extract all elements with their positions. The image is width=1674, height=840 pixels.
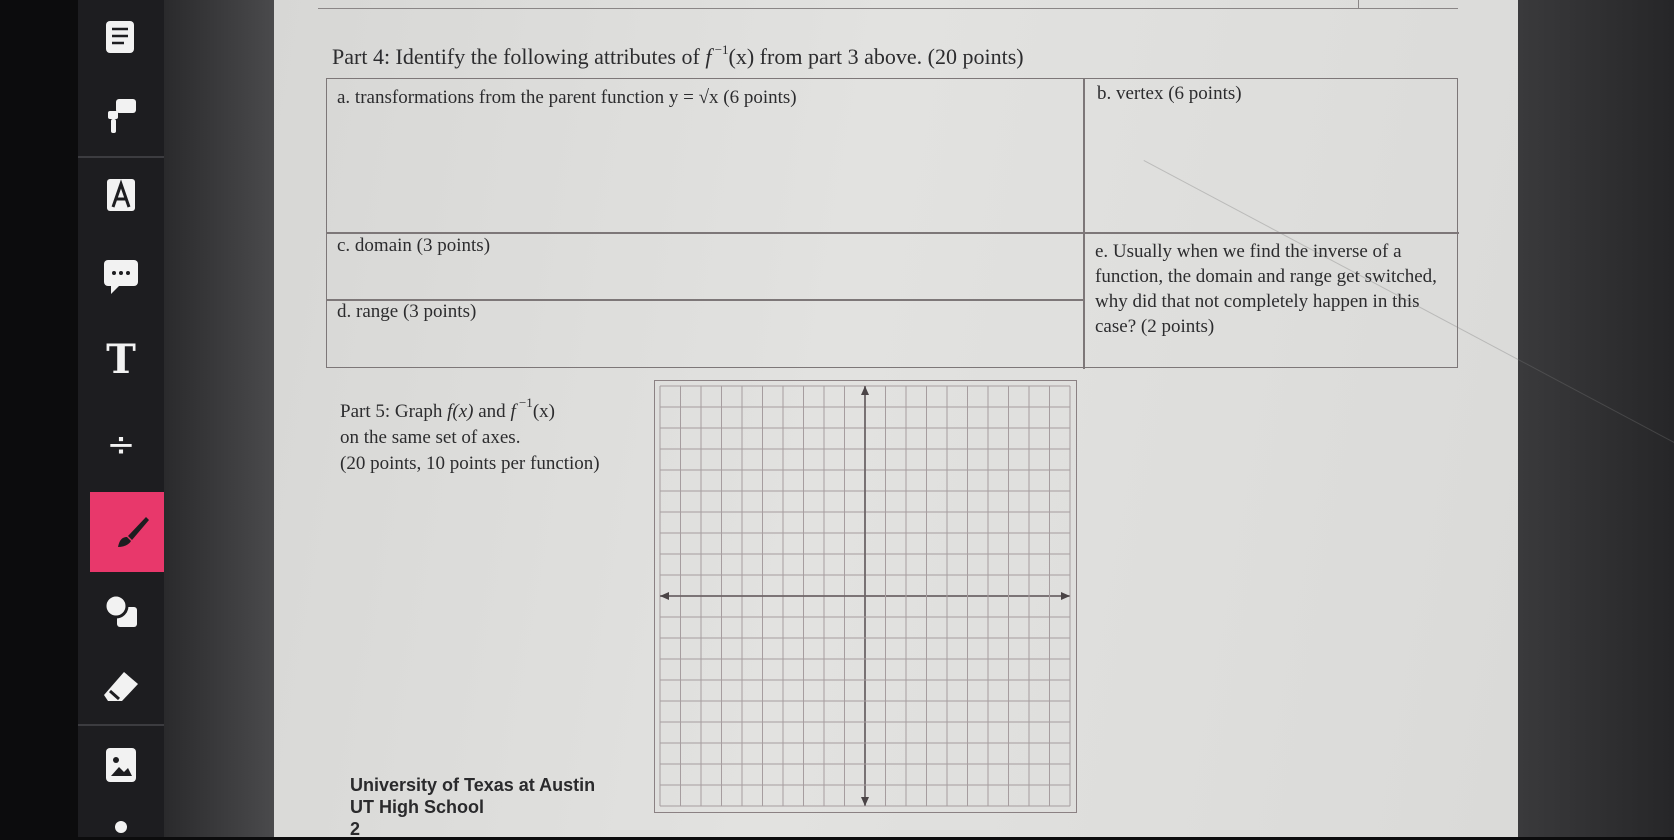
text-tool-icon: T <box>106 335 136 383</box>
part5-line3: (20 points, 10 points per function) <box>340 453 600 474</box>
page-footer <box>350 774 595 840</box>
annotation-toolbar <box>78 0 164 837</box>
eraser-icon <box>100 667 142 707</box>
footer-university: University of Texas at Austin <box>350 775 596 795</box>
image-tool[interactable] <box>78 730 164 800</box>
image-icon <box>102 744 140 786</box>
part4-title: Part 4: Identify the following attributes of f $^{-1}$(x) from part 3 above. (20 points) <box>332 42 1024 69</box>
worksheet-page <box>274 0 1518 837</box>
brush-icon <box>112 512 152 552</box>
part5-line2: on the same set of axes. <box>340 427 521 448</box>
y-axis-arrow-up <box>861 386 869 395</box>
x-axis-arrow-left <box>660 592 669 600</box>
attributes-table <box>326 78 1458 368</box>
right-gutter <box>1518 0 1674 837</box>
part5-line1: Part 5: Graph f(x) and f $^{-1}$(x) <box>340 395 555 422</box>
part5-instructions <box>340 390 600 477</box>
pointer-tool[interactable] <box>78 80 164 150</box>
comment-icon <box>101 256 141 298</box>
cell-domain[interactable]: c. domain (3 points) <box>337 235 491 256</box>
shapes-icon <box>101 591 141 631</box>
math-tool[interactable] <box>78 410 164 480</box>
coordinate-grid[interactable] <box>654 380 1077 813</box>
comment-tool[interactable] <box>78 242 164 312</box>
eraser-tool[interactable] <box>78 652 164 722</box>
top-table-border <box>318 8 1458 9</box>
footer-school: UT High School <box>350 797 484 817</box>
cell-vertex[interactable]: b. vertex (6 points) <box>1097 83 1242 104</box>
text-box-tool[interactable] <box>78 160 164 230</box>
x-axis-arrow-right <box>1061 592 1070 600</box>
cell-explanation[interactable]: e. Usually when we find the inverse of a function, the domain and range get switched, why did that not completely happen in this case? (2 points) <box>1095 241 1437 337</box>
footer-page-number: 2 <box>350 819 361 839</box>
shapes-tool[interactable] <box>78 576 164 646</box>
divide-icon: ÷ <box>106 425 136 465</box>
draw-tool[interactable] <box>90 492 174 572</box>
text-tool[interactable] <box>78 324 164 394</box>
notebook-icon <box>102 17 140 57</box>
more-icon <box>111 813 131 833</box>
y-axis-arrow-down <box>861 797 869 806</box>
text-box-icon <box>102 175 140 215</box>
cell-transformations[interactable]: a. transformations from the parent function y = √x (6 points) <box>337 87 797 108</box>
left-gutter <box>164 0 274 837</box>
notebook-tool[interactable] <box>78 2 164 72</box>
cell-range[interactable]: d. range (3 points) <box>337 301 477 322</box>
laser-pointer-icon <box>102 93 140 137</box>
more-tool[interactable] <box>78 808 164 838</box>
